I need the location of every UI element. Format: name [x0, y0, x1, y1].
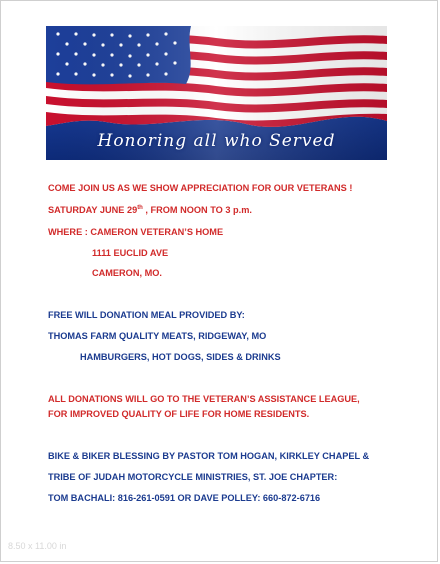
banner-caption: Honoring all who Served — [97, 131, 336, 151]
meal-menu: HAMBURGERS, HOT DOGS, SIDES & DRINKS — [80, 352, 281, 362]
donations-line-2: FOR IMPROVED QUALITY OF LIFE FOR HOME RESIDENTS. — [48, 409, 310, 419]
donations-line-1: ALL DONATIONS WILL GO TO THE VETERAN’S ASSISTANCE LEAGUE, — [48, 394, 360, 404]
event-date — [48, 205, 252, 215]
event-location: WHERE : CAMERON VETERAN’S HOME — [48, 227, 224, 237]
blessing-line-1: BIKE & BIKER BLESSING BY PASTOR TOM HOGAN, KIRKLEY CHAPEL & — [48, 451, 370, 461]
date-suffix: , FROM NOON TO 3 p.m. — [142, 205, 252, 215]
date-ordinal: th — [137, 204, 143, 211]
address-city: CAMERON, MO. — [92, 268, 162, 278]
flag-banner — [46, 26, 387, 160]
date-prefix: SATURDAY JUNE 29 — [48, 205, 138, 215]
blessing-line-2: TRIBE OF JUDAH MOTORCYCLE MINISTRIES, ST. JOE CHAPTER: — [48, 472, 338, 482]
address-street: 1111 EUCLID AVE — [92, 248, 169, 258]
meal-heading: FREE WILL DONATION MEAL PROVIDED BY: — [48, 310, 245, 320]
meal-provider: THOMAS FARM QUALITY MEATS, RIDGEWAY, MO — [48, 331, 267, 341]
intro-line: COME JOIN US AS WE SHOW APPRECIATION FOR OUR VETERANS ! — [48, 183, 353, 193]
contact-phones: TOM BACHALI: 816-261-0591 OR DAVE POLLEY: 660-872-6716 — [48, 493, 321, 503]
page-size-label: 8.50 x 11.00 in — [8, 541, 67, 551]
